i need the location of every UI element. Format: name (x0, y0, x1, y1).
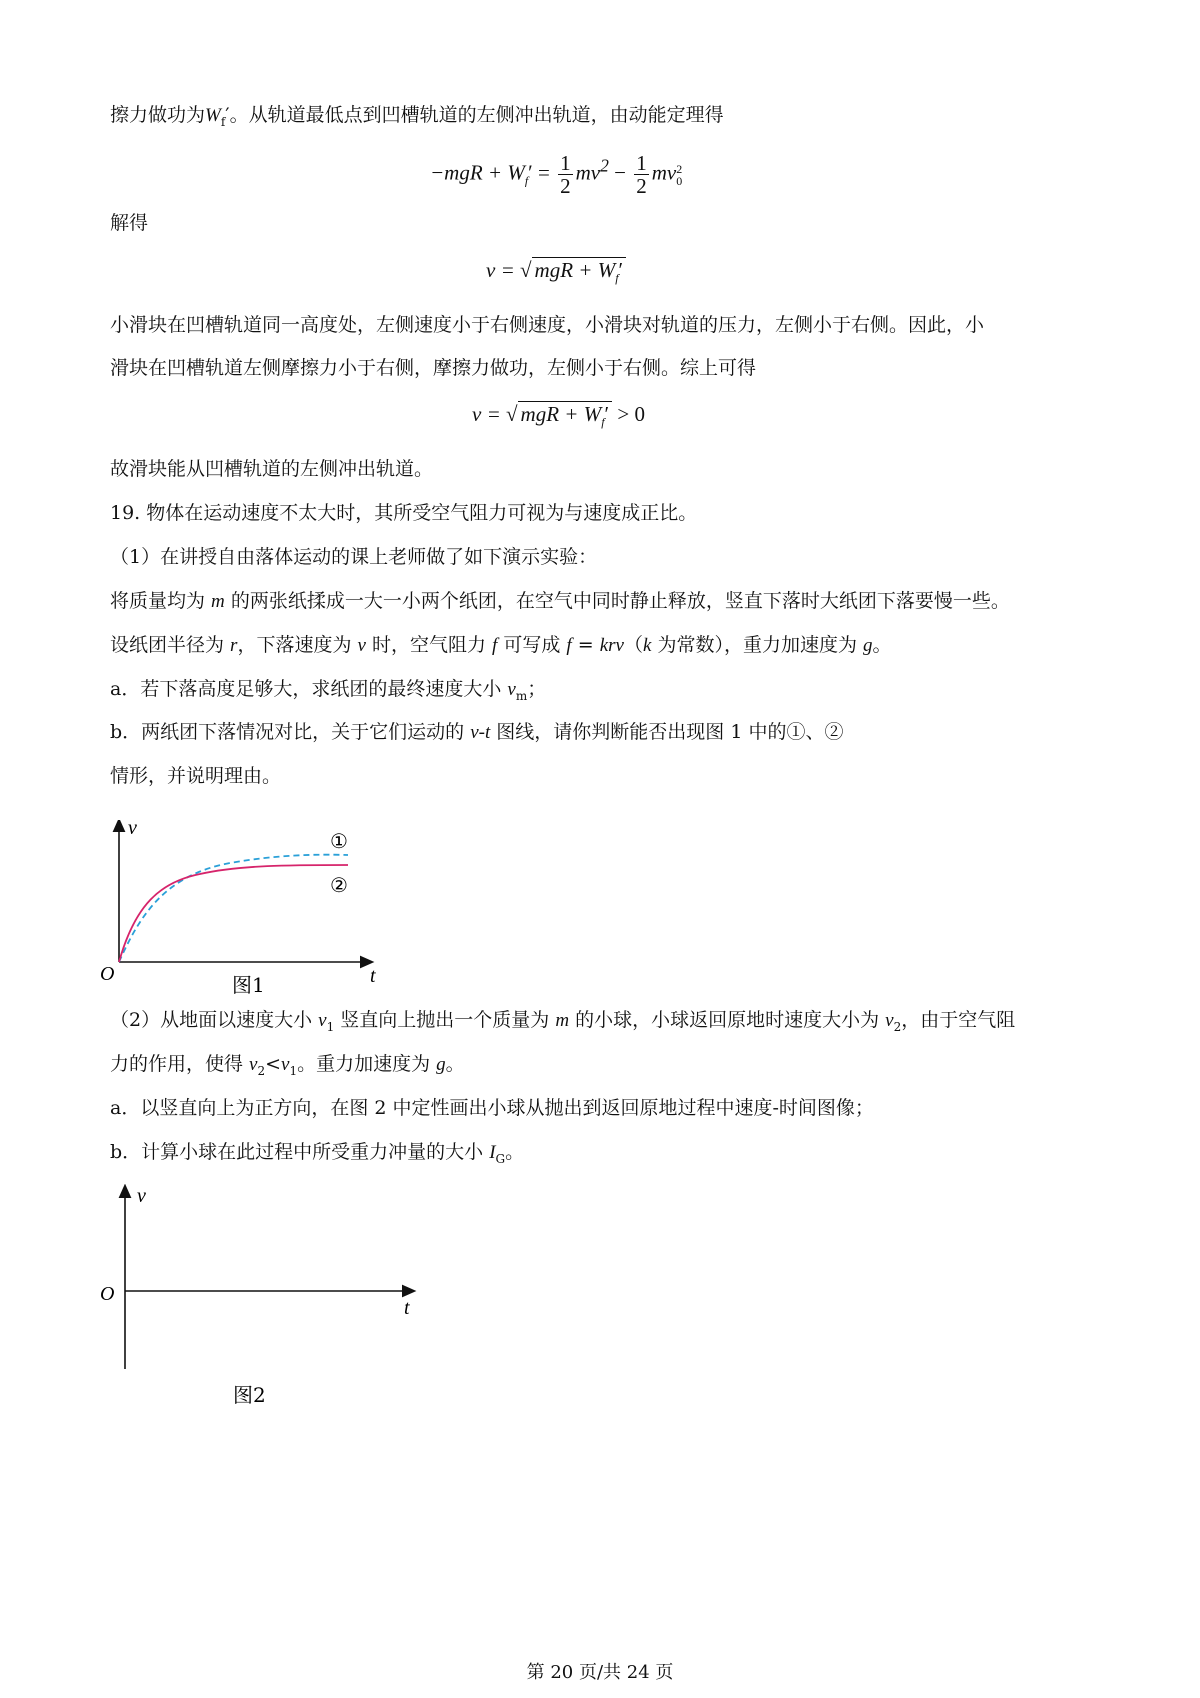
equation-v-solution: v = √ mgR + $W_f'$ (486, 258, 626, 286)
fig2-origin-label: O (100, 1283, 115, 1305)
question-19-b: b．两纸团下落情况对比，关于它们运动的 v-t 图线，请你判断能否出现图 1 中的①、② (110, 721, 844, 743)
fig1-v-label: v (128, 820, 137, 839)
page-footer: 第 20 页/共 24 页 (526, 1662, 674, 1683)
question-19-part2-b: b．计算小球在此过程中所受重力冲量的大小 $I_G$。 (110, 1141, 525, 1166)
fig1-curve-1-label: ① (330, 829, 348, 853)
fig1-t-label: t (370, 965, 376, 987)
figure-1-vt-graph (100, 820, 400, 1005)
question-19-part2-a: a．以竖直向上为正方向，在图 2 中定性画出小球从抛出到返回原地过程中速度-时间图像； (110, 1097, 874, 1119)
fig2-t-label: t (404, 1297, 410, 1319)
para-line-4: 故滑块能从凹槽轨道的左侧冲出轨道。 (110, 458, 434, 480)
question-19-part1-line3: 设纸团半径为 r，下落速度为 v 时，空气阻力 f 可写成 f = krv（k 为常数），重力加速度为 g。 (110, 634, 892, 656)
question-19-part1-line2: 将质量均为 m 的两张纸揉成一大一小两个纸团，在空气中同时静止释放，竖直下落时大纸团下落要慢一些。 (110, 590, 1010, 612)
fraction-half: $\frac{1}{2}$ (560, 151, 571, 198)
fig1-caption: 图1 (232, 973, 265, 997)
question-19-part1: （1）在讲授自由落体运动的课上老师做了如下演示实验： (110, 546, 598, 568)
fraction-half-2: $\frac{1}{2}$ (636, 151, 647, 198)
question-19-part2-line2: 力的作用，使得 $v_2<v_1$。重力加速度为 g。 (110, 1053, 465, 1078)
fig1-curve-2-solid (119, 865, 348, 962)
figure-2-vt-graph (100, 1184, 430, 1414)
question-19-b-line2: 情形，并说明理由。 (110, 765, 282, 787)
equation-v-positive: v = √ mgR + $W_f' > 0$ (472, 402, 645, 430)
para-line-2: 小滑块在凹槽轨道同一高度处，左侧速度小于右侧速度，小滑块对轨道的压力，左侧小于右侧。因此，小 (110, 314, 985, 336)
fig2-caption: 图2 (233, 1383, 266, 1407)
fig1-curve-2-label: ② (330, 873, 348, 897)
question-19-a: a．若下落高度足够大，求纸团的最终速度大小 $v_m$； (110, 678, 547, 703)
fig1-origin-label: O (100, 963, 115, 985)
para-line-3: 滑块在凹槽轨道左侧摩擦力小于右侧，摩擦力做功，左侧小于右侧。综上可得 (110, 357, 757, 379)
jiede-label: 解得 (110, 212, 149, 234)
equation-energy-theorem: $-mgR + W_f'$ = $\frac{1}{2}$ $mv^2$ − $\frac{1}{2}$ mv 2 0 (430, 151, 683, 198)
question-19-title: 19. 物体在运动速度不太大时，其所受空气阻力可视为与速度成正比。 (110, 502, 698, 524)
fig1-curve-1-dashed (119, 855, 348, 962)
para-line-1: 擦力做功为$W_f'$。从轨道最低点到凹槽轨道的左侧冲出轨道，由动能定理得 (110, 104, 724, 129)
question-19-part2: （2）从地面以速度大小 $v_1$ 竖直向上抛出一个质量为 m 的小球，小球返回原地时速度大小为 $v_2$，由于空气阻 (110, 1009, 1016, 1034)
fig2-v-label: v (137, 1185, 146, 1207)
